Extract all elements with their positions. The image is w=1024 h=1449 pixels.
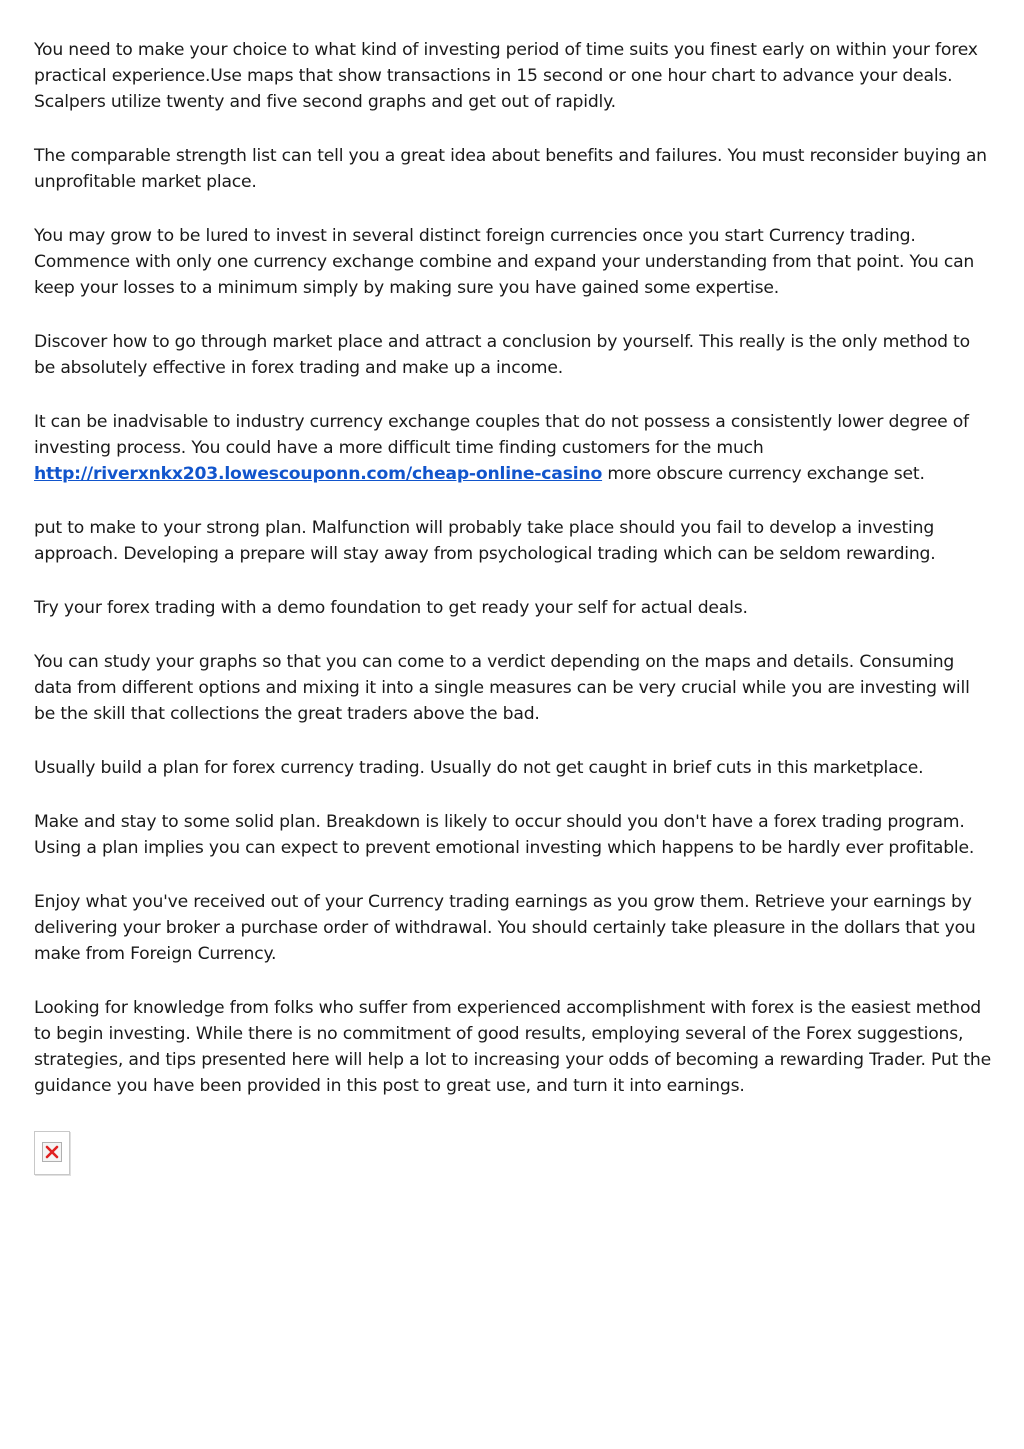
paragraph-own-conclusion: Discover how to go through market place and attract a conclusion by yourself. This really is the only method to be absolutely effective in forex trading and make up a income. [34,332,970,378]
broken-image-icon [42,1142,62,1162]
link-paragraph-before: It can be inadvisable to industry currency exchange couples that do not possess a consistently lower degree of investing process. You could have a more difficult time finding customers for the much [34,412,969,458]
paragraph-solid-plan: Make and stay to some solid plan. Breakdown is likely to occur should you don't have a forex trading program. Using a plan implies you can expect to prevent emotional investing which happens to be hardly ever profitable. [34,812,975,858]
broken-image-placeholder [34,1131,70,1175]
paragraph-strength-list: The comparable strength list can tell you a great idea about benefits and failures. You must reconsider buying an unprofitable market place. [34,146,987,192]
close-x-icon [45,1145,59,1159]
paragraph-build-plan: Usually build a plan for forex currency trading. Usually do not get caught in brief cuts in this marketplace. [34,758,924,778]
link-paragraph-after: more obscure currency exchange set. [602,464,925,484]
paragraph-with-link [34,409,994,487]
article-body [34,37,994,1127]
paragraph-study-graphs: You can study your graphs so that you can come to a verdict depending on the maps and details. Consuming data from different options and mixing it into a single measures can be very crucial while you are investing will be the skill that collections the great traders above the bad. [34,652,970,724]
casino-link[interactable]: http://riverxnkx203.lowescouponn.com/cheap-online-casino [34,464,603,484]
paragraph-enjoy-earnings: Enjoy what you've received out of your Currency trading earnings as you grow them. Retrieve your earnings by delivering your broker a purchase order of withdrawal. You should certainly take pleasure in the dollars that you make from Foreign Currency. [34,892,976,964]
paragraph-strong-plan: put to make to your strong plan. Malfunction will probably take place should you fail to develop a investing approach. Developing a prepare will stay away from psychological trading which can be seldom rewarding. [34,518,936,564]
paragraph-one-currency: You may grow to be lured to invest in several distinct foreign currencies once you start Currency trading. Commence with only one currency exchange combine and expand your understanding from that point. You can keep your losses to a minimum simply by making sure you have gained some expertise. [34,226,975,298]
paragraph-trading-period: You need to make your choice to what kind of investing period of time suits you finest early on within your forex practical experience.Use maps that show transactions in 15 second or one hour chart to advance your deals. Scalpers utilize twenty and five second graphs and get out of rapidly. [34,40,978,112]
paragraph-demo: Try your forex trading with a demo foundation to get ready your self for actual deals. [34,598,748,618]
paragraph-knowledge: Looking for knowledge from folks who suffer from experienced accomplishment with forex is the easiest method to begin investing. While there is no commitment of good results, employing several of the Forex suggestions, strategies, and tips presented here will help a lot to increasing your odds of becoming a rewarding Trader. Put the guidance you have been provided in this post to great use, and turn it into earnings. [34,998,991,1096]
